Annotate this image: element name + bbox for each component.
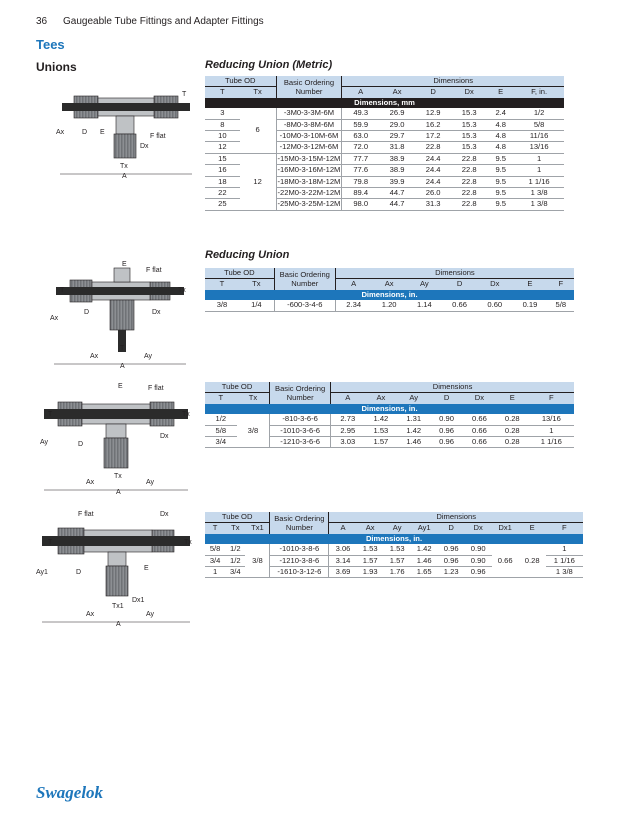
cell: 4.8 [487,119,514,130]
units-row: Dimensions, in. [205,534,583,544]
cell: 1 1/16 [514,176,564,187]
cell: 1 [514,165,564,176]
cell: 1.57 [364,437,397,448]
cell: 3.03 [331,437,365,448]
cell: 3.06 [329,544,357,555]
cell: 0.28 [519,544,546,578]
col-Ax: Ax [357,523,384,534]
cell: -22M0-3-22M-12M [277,188,341,198]
tube-run [44,409,188,419]
units-row: Dimensions, in. [205,404,574,414]
union-tee-diagram [52,84,202,180]
cell: 15.3 [451,131,487,142]
col-D: D [430,393,463,404]
cell: 13/16 [529,414,574,425]
col-basic-ordering: Basic Ordering Number [270,382,331,404]
cell: 38.9 [379,153,415,164]
cell: 1.57 [384,555,411,566]
reducing-tee-table [205,382,574,448]
cell: 9.5 [487,165,514,176]
cell: 3.69 [329,567,357,578]
units-row: Dimensions, mm [205,98,564,108]
cell: 31.3 [415,199,451,210]
col-T: T [205,279,239,290]
label-A: A [122,173,127,180]
col-Tx1: Tx1 [245,523,269,534]
label-A: A [116,621,121,628]
label-Dx: Dx [140,143,149,150]
cell: 13/16 [514,142,564,153]
cell: 39.9 [379,176,415,187]
cell: 0.66 [463,414,496,425]
cell: 5/8 [514,119,564,130]
cell: 5/8 [205,544,225,555]
cell: 12.9 [415,108,451,119]
cell: 22 [205,188,240,199]
label-Ay: Ay [144,353,153,360]
cell: 0.90 [465,544,492,555]
cell: 3/8 [205,300,239,311]
cell: 18 [205,176,240,187]
col-F: F [548,279,574,290]
cell: 8 [205,119,240,130]
swagelok-logo: Swagelok [36,783,104,802]
cell: 1 [514,153,564,164]
cell: 1/2 [225,555,245,566]
table-title-metric: Reducing Union (Metric) [205,59,333,71]
cell: 49.3 [342,108,379,119]
label-T: T [48,539,53,546]
cell: -1210-3-6-6 [270,437,331,448]
tube-run [42,536,190,546]
col-Ay1: Ay1 [411,523,438,534]
cell: 5/8 [205,425,237,436]
cell: 24.4 [415,176,451,187]
section-title: Tees [36,37,65,52]
label-F-flat: F flat [146,267,162,274]
col-Ax: Ax [379,87,415,98]
nut-bottom [104,438,128,468]
cell: 1.53 [384,544,411,555]
cell: 15.3 [451,119,487,130]
label-Ay: Ay [146,611,155,618]
cell: 0.28 [496,425,529,436]
col-group-dimensions: Dimensions [335,268,574,279]
cell: 1.57 [357,555,384,566]
cell: -8M0-3-8M-6M [276,119,342,130]
cell: -16M0-3-16M-12M [277,165,341,175]
cell: 15.3 [451,142,487,153]
col-A: A [335,279,371,290]
cell: 0.28 [496,414,529,425]
col-T: T [205,393,237,404]
col-group-tube-od: Tube OD [205,382,270,393]
cell: 5/8 [548,300,574,311]
label-T: T [182,91,187,98]
col-Tx: Tx [225,523,245,534]
body-branch [106,424,126,438]
cell: 1 3/8 [514,188,564,199]
cell: 22.8 [451,188,487,199]
col-E: E [512,279,547,290]
label-Dx: Dx [160,511,169,518]
col-group-dimensions: Dimensions [342,76,564,87]
cell: 3/4 [225,567,245,578]
cell: 89.4 [342,188,379,199]
label-A: A [120,363,125,370]
col-Dx: Dx [451,87,487,98]
label-Dx1: Dx1 [132,597,145,604]
nut-bottom [106,566,128,596]
cell: 1.53 [357,544,384,555]
label-E: E [100,129,105,136]
reducing-union-diagram [44,258,196,370]
cell: 1.42 [397,425,430,436]
cell: 1/2 [514,108,564,119]
units-row: Dimensions, in. [205,290,574,300]
col-basic-ordering: Basic Ordering Number [270,512,329,534]
body-branch [116,116,134,134]
cell: 6 [240,108,276,153]
table-title-reducing-union: Reducing Union [205,249,290,261]
label-D: D [82,129,88,136]
col-Tx: Tx [239,279,274,290]
label-T: T [60,287,65,294]
cell: 12 [240,153,276,210]
cell: 3 [205,108,240,119]
page-number: 36 [36,16,48,27]
cell: 15 [205,153,240,164]
cell: 1 1/16 [529,437,574,448]
cell: 63.0 [342,131,379,142]
cell: 3/8 [237,414,270,448]
cell: -12M0-3-12M-6M [276,142,342,153]
cell: 22.8 [451,165,487,176]
col-F: F, in. [514,87,564,98]
cell: 44.7 [379,199,415,210]
label-Ax: Ax [86,479,95,486]
cell: 9.5 [487,153,514,164]
col-group-dimensions: Dimensions [331,382,574,393]
three-size-tee-table [205,512,583,578]
cell: 3/4 [205,437,237,448]
col-Ay: Ay [384,523,411,534]
col-Dx: Dx [477,279,512,290]
cell: 1 [546,544,583,555]
cell: 1/2 [225,544,245,555]
label-T-bottom: T [120,345,125,352]
cell: 26.9 [379,108,415,119]
col-group-dimensions: Dimensions [329,512,583,523]
cell: 98.0 [342,199,379,210]
cell: 4.8 [487,131,514,142]
cell: 16.2 [415,119,451,130]
cell: 25 [205,199,240,210]
cell: -3M0-3-3M-6M [276,108,342,119]
label-Ay: Ay [146,479,155,486]
cell: 72.0 [342,142,379,153]
cell: 1.53 [364,425,397,436]
cell: 2.34 [335,300,371,311]
cell: 22.8 [451,153,487,164]
cell: 4.8 [487,142,514,153]
col-F: F [529,393,574,404]
reducing-tee-diagram [36,380,196,496]
cell: 0.19 [512,300,547,311]
cell: -18M0-3-18M-12M [277,176,341,186]
cell: 24.4 [415,165,451,176]
cell: 3.14 [329,555,357,566]
cell: 1.23 [438,567,465,578]
cell: 22.8 [451,199,487,210]
cell: 0.96 [438,555,465,566]
page-header-title: Gaugeable Tube Fittings and Adapter Fittings [63,16,264,27]
reducing-union-metric-table [205,76,564,211]
cell: 0.66 [442,300,477,311]
cell: 24.4 [415,153,451,164]
cell: 26.0 [415,188,451,199]
cell: 0.90 [465,555,492,566]
label-Ax-vertical: Ax [50,315,59,322]
cell: 17.2 [415,131,451,142]
cell: 1.20 [372,300,407,311]
label-E: E [122,261,127,268]
label-Tx1: Tx1 [112,603,124,610]
cell: 1 3/8 [514,199,564,210]
col-A: A [342,87,379,98]
col-F: F [546,523,583,534]
cell: 16 [205,165,240,176]
cell: -810-3-6-6 [270,414,331,425]
cell: 12 [205,142,240,153]
cell: 1.65 [411,567,438,578]
nut-bottom [114,134,136,158]
tube-run [56,287,184,295]
cell: -1210-3-8-6 [270,555,329,566]
col-basic-ordering: Basic Ordering Number [276,76,342,98]
col-basic-ordering: Basic Ordering Number [274,268,335,290]
col-A: A [329,523,357,534]
label-Tx: Tx [178,287,186,294]
cell: 9.5 [487,199,514,210]
col-Dx1: Dx1 [492,523,519,534]
cell: 1/4 [239,300,274,311]
col-Ax: Ax [364,393,397,404]
col-Ay: Ay [397,393,430,404]
cell: 1.42 [411,544,438,555]
cell: 29.0 [379,119,415,130]
cell: 77.7 [342,153,379,164]
cell: 0.90 [430,414,463,425]
cell: 22.8 [415,142,451,153]
cell: 1 [205,567,225,578]
cell: 1.93 [357,567,384,578]
cell: 2.95 [331,425,365,436]
col-group-tube-od: Tube OD [205,268,274,279]
cell: 0.60 [477,300,512,311]
col-Dx: Dx [463,393,496,404]
col-E: E [487,87,514,98]
cell: 0.96 [465,567,492,578]
cell: -1010-3-6-6 [270,425,331,436]
cell: 1 1/16 [546,555,583,566]
label-F-flat: F flat [150,133,166,140]
cell: 0.96 [430,425,463,436]
label-E: E [118,383,123,390]
col-E: E [496,393,529,404]
cell: 0.96 [438,544,465,555]
col-D: D [442,279,477,290]
label-Tx: Tx [184,539,192,546]
label-Ax: Ax [90,353,99,360]
cell: 2.4 [487,108,514,119]
col-group-tube-od: Tube OD [205,512,270,523]
col-T: T [205,87,240,98]
label-Ax: Ax [56,129,65,136]
col-A: A [331,393,365,404]
label-F-flat: F flat [148,385,164,392]
three-size-tee-diagram [34,506,198,630]
col-group-tube-od: Tube OD [205,76,276,87]
nut-bottom [110,300,134,330]
cell: 1.46 [397,437,430,448]
section-subtitle: Unions [36,60,77,74]
col-Ay: Ay [407,279,442,290]
label-Ax: Ax [86,611,95,618]
cell: 15.3 [451,108,487,119]
cell: -1610-3-12-6 [270,567,329,578]
label-D: D [78,441,84,448]
label-Tx: Tx [182,411,190,418]
label-E: E [144,565,149,572]
cell: 10 [205,131,240,142]
cell: 1/2 [205,414,237,425]
cell: 29.7 [379,131,415,142]
col-Tx: Tx [240,87,276,98]
reducing-union-table [205,268,574,312]
cell: -15M0-3-15M-12M [277,153,341,163]
cell: 0.66 [463,437,496,448]
label-D: D [76,569,82,576]
cell: 59.9 [342,119,379,130]
col-D: D [438,523,465,534]
col-E: E [519,523,546,534]
cell: -600-3-4-6 [274,300,335,311]
cell: -1010-3-8-6 [270,544,329,555]
label-D: D [84,309,90,316]
cell: 0.66 [463,425,496,436]
tube-run [62,103,190,111]
cell: 44.7 [379,188,415,199]
cell: 1.42 [364,414,397,425]
cell: 1.31 [397,414,430,425]
cell: 22.8 [451,176,487,187]
cell: 0.28 [496,437,529,448]
cell: -10M0-3-10M-6M [276,131,342,142]
cell: 0.66 [492,544,519,578]
body-branch [108,552,126,566]
cell: 1 3/8 [546,567,583,578]
body-top [114,268,130,282]
label-Dx: Dx [160,433,169,440]
cell: 9.5 [487,188,514,199]
cell: 3/4 [205,555,225,566]
cell: -25M0-3-25M-12M [277,199,341,209]
cell: 1.14 [407,300,442,311]
label-Ay1: Ay1 [36,569,48,576]
label-Tx-bottom: Tx [114,473,122,480]
col-T: T [205,523,225,534]
cell: 31.8 [379,142,415,153]
label-T: T [48,411,53,418]
cell: 79.8 [342,176,379,187]
label-Tx: Tx [120,163,128,170]
cell: 38.9 [379,165,415,176]
cell: 1.76 [384,567,411,578]
cell: 3/8 [245,544,269,578]
label-A: A [116,489,121,496]
col-Dx: Dx [465,523,492,534]
label-Ay-vertical: Ay [40,439,49,446]
col-Tx: Tx [237,393,270,404]
label-F-flat: F flat [78,511,94,518]
cell: 1 [529,425,574,436]
cell: 9.5 [487,176,514,187]
cell: 11/16 [514,131,564,142]
cell: 1.46 [411,555,438,566]
cell: 77.6 [342,165,379,176]
col-Ax: Ax [372,279,407,290]
cell: 0.96 [430,437,463,448]
cell: 2.73 [331,414,365,425]
col-D: D [415,87,451,98]
label-Dx: Dx [152,309,161,316]
